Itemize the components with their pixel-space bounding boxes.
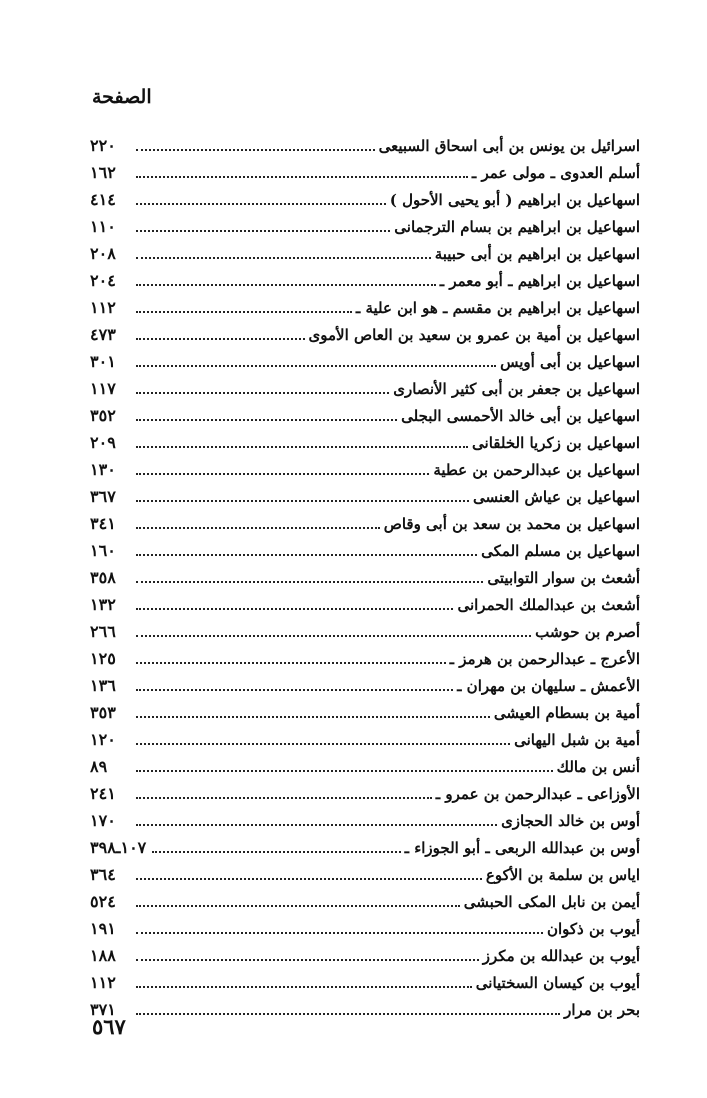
entry-page-number: ٥٢٤ xyxy=(90,892,116,911)
entry-name: أوس بن خالد الحجازى xyxy=(501,812,640,830)
entry-page-number: ١٩١ xyxy=(90,919,116,938)
entry-page-number: ٣٦٤ xyxy=(90,865,116,884)
entry-name: أوس بن عبدالله الربعى ـ أبو الجوزاء ـ xyxy=(404,839,640,857)
dot-leader xyxy=(136,553,477,556)
entry-name: اسرائيل بن يونس بن أبى اسحاق السبيعى xyxy=(378,137,640,155)
index-entry xyxy=(90,344,640,372)
index-entry xyxy=(90,722,640,750)
entry-name: أيمن بن نابل المكى الحبشى xyxy=(463,893,640,911)
index-entry xyxy=(90,776,640,804)
entry-name: أمية بن بسطام العيشى xyxy=(493,704,640,722)
dot-leader xyxy=(136,175,468,178)
entry-page-number: ٢٢٠ xyxy=(90,136,116,155)
entry-page-number: ١٣٦ xyxy=(90,676,116,695)
index-entry xyxy=(90,236,640,264)
entry-page-number: ٣٧١ xyxy=(90,1000,116,1019)
entry-page-number: ٣٥٨ xyxy=(90,568,116,587)
entry-name: اسهاعيل بن عبدالرحمن بن عطية xyxy=(433,461,640,479)
index-entry xyxy=(90,425,640,453)
entry-name: اسهاعيل بن ابراهيم بن مقسم ـ هو ابن علية ـ xyxy=(355,299,640,317)
index-entry xyxy=(90,614,640,642)
index-entry xyxy=(90,209,640,237)
entry-name: اسهاعيل بن أبى خالد الأحمسى البجلى xyxy=(401,407,640,425)
entry-page-number: ٢٠٨ xyxy=(90,244,116,263)
dot-leader xyxy=(136,310,352,313)
dot-leader xyxy=(136,985,472,988)
dot-leader xyxy=(136,418,397,421)
entry-name: اسهاعيل بن عياش العنسى xyxy=(472,488,640,506)
dot-leader xyxy=(136,796,432,799)
dot-leader xyxy=(136,337,305,340)
index-entry xyxy=(90,668,640,696)
dot-leader xyxy=(136,445,468,448)
entry-name: اسهاعيل بن أمية بن عمرو بن سعيد بن العاص الأموى xyxy=(308,326,640,344)
entry-name: الأوزاعى ـ عبدالرحمن بن عمرو ـ xyxy=(435,785,640,803)
dot-leader xyxy=(136,256,431,259)
entry-page-number: ٣٦٧ xyxy=(90,487,116,506)
entry-name: الأعرج ـ عبدالرحمن بن هرمز ـ xyxy=(449,650,640,668)
entry-name: أيوب بن عبدالله بن مكرز xyxy=(482,947,640,965)
dot-leader xyxy=(136,1012,560,1015)
entry-page-number: ٤٧٣ xyxy=(90,325,116,344)
index-entry xyxy=(90,263,640,291)
entry-name: اسهاعيل بن محمد بن سعد بن أبى وقاص xyxy=(383,515,640,533)
dot-leader xyxy=(136,229,390,232)
dot-leader xyxy=(136,526,380,529)
entry-page-number: ٢٦٦ xyxy=(90,622,116,641)
dot-leader xyxy=(136,877,482,880)
entry-name: أيوب بن ذكوان xyxy=(546,920,640,938)
dot-leader xyxy=(136,148,375,151)
dot-leader xyxy=(136,499,469,502)
entry-page-number: ١٠٧ـ٣٩٨ xyxy=(90,838,147,857)
entry-name: أشعث بن سوار التوابيتى xyxy=(487,569,640,587)
index-entry xyxy=(90,533,640,561)
entry-page-number: ١٣٠ xyxy=(90,460,116,479)
dot-leader xyxy=(136,634,531,637)
dot-leader xyxy=(136,364,496,367)
index-entry xyxy=(90,749,640,777)
index-entry xyxy=(90,479,640,507)
entry-page-number: ١٨٨ xyxy=(90,946,116,965)
entry-name: أيوب بن كيسان السختيانى xyxy=(475,974,640,992)
dot-leader xyxy=(136,607,453,610)
entry-name: أصرم بن حوشب xyxy=(535,623,640,641)
entry-name: أنس بن مالك xyxy=(556,758,640,776)
dot-leader xyxy=(136,931,543,934)
index-entry xyxy=(90,128,640,156)
entry-page-number: ٤١٤ xyxy=(90,190,116,209)
index-entry xyxy=(90,317,640,345)
dot-leader xyxy=(136,283,436,286)
entry-name: بحر بن مرار xyxy=(564,1001,640,1019)
entry-page-number: ٣٥٢ xyxy=(90,406,116,425)
index-entry xyxy=(90,938,640,966)
index-entry xyxy=(90,560,640,588)
index-entry xyxy=(90,155,640,183)
dot-leader xyxy=(136,715,490,718)
entry-name: أسلم العدوى ـ مولى عمر ـ xyxy=(471,164,640,182)
entry-name: اسهاعيل بن زكريا الخلقانى xyxy=(472,434,640,452)
index-entry xyxy=(90,182,640,210)
entry-name: الأعمش ـ سليهان بن مهران ـ xyxy=(457,677,640,695)
entry-page-number: ٣٠١ xyxy=(90,352,116,371)
entry-name: اسهاعيل بن ابراهيم بن بسام الترجمانى xyxy=(394,218,640,236)
index-entry xyxy=(90,371,640,399)
entry-page-number: ١١٠ xyxy=(90,217,116,236)
dot-leader xyxy=(136,958,479,961)
dot-leader xyxy=(136,472,429,475)
entry-page-number: ٨٩ xyxy=(90,757,108,776)
index-entry xyxy=(90,992,640,1020)
entry-page-number: ١٦٢ xyxy=(90,163,116,182)
entry-name: أشعث بن عبدالملك الحمرانى xyxy=(457,596,640,614)
entry-page-number: ٣٥٣ xyxy=(90,703,116,722)
entry-name: اسهاعيل بن أبى أويس xyxy=(500,353,640,371)
entry-page-number: ١١٢ xyxy=(90,973,116,992)
index-entry xyxy=(90,452,640,480)
dot-leader xyxy=(136,823,497,826)
entry-page-number: ١٧٠ xyxy=(90,811,116,830)
index-entry xyxy=(90,884,640,912)
dot-leader xyxy=(136,580,483,583)
index-entry xyxy=(90,830,640,858)
entry-page-number: ٢٠٤ xyxy=(90,271,116,290)
entry-page-number: ٢٤١ xyxy=(90,784,116,803)
index-entry xyxy=(90,965,640,993)
index-entry xyxy=(90,398,640,426)
dot-leader xyxy=(136,661,446,664)
entry-name: اسهاعيل بن ابراهيم ـ أبو معمر ـ xyxy=(439,272,640,290)
folio-page-number: ٥٦٧ xyxy=(92,1014,126,1039)
entry-name: أمية بن شبل اليهانى xyxy=(514,731,640,749)
dot-leader xyxy=(136,769,553,772)
entry-page-number: ١٢٠ xyxy=(90,730,116,749)
entry-name: اياس بن سلمة بن الأكوع xyxy=(485,866,640,884)
index-entry xyxy=(90,911,640,939)
entry-name: اسهاعيل بن جعفر بن أبى كثير الأنصارى xyxy=(393,380,640,398)
entry-page-number: ١١٢ xyxy=(90,298,116,317)
dot-leader xyxy=(136,904,460,907)
entry-page-number: ١٣٢ xyxy=(90,595,116,614)
entry-name: اسهاعيل بن ابراهيم بن أبى حبيبة xyxy=(434,245,640,263)
dot-leader xyxy=(152,850,400,853)
page-column-header: الصفحة xyxy=(92,86,152,108)
dot-leader xyxy=(136,202,386,205)
index-entry xyxy=(90,803,640,831)
entry-page-number: ٣٤١ xyxy=(90,514,116,533)
dot-leader xyxy=(136,688,453,691)
entry-page-number: ١١٧ xyxy=(90,379,116,398)
index-entry xyxy=(90,290,640,318)
entry-name: اسهاعيل بن ابراهيم ( أبو يحيى الأحول ) xyxy=(389,191,640,209)
index-entry xyxy=(90,506,640,534)
dot-leader xyxy=(136,742,510,745)
entry-page-number: ١٢٥ xyxy=(90,649,116,668)
index-entry xyxy=(90,641,640,669)
entry-page-number: ١٦٠ xyxy=(90,541,116,560)
index-entry xyxy=(90,587,640,615)
entry-name: اسهاعيل بن مسلم المكى xyxy=(481,542,640,560)
dot-leader xyxy=(136,391,389,394)
index-entry xyxy=(90,695,640,723)
entry-page-number: ٢٠٩ xyxy=(90,433,116,452)
index-entry xyxy=(90,857,640,885)
